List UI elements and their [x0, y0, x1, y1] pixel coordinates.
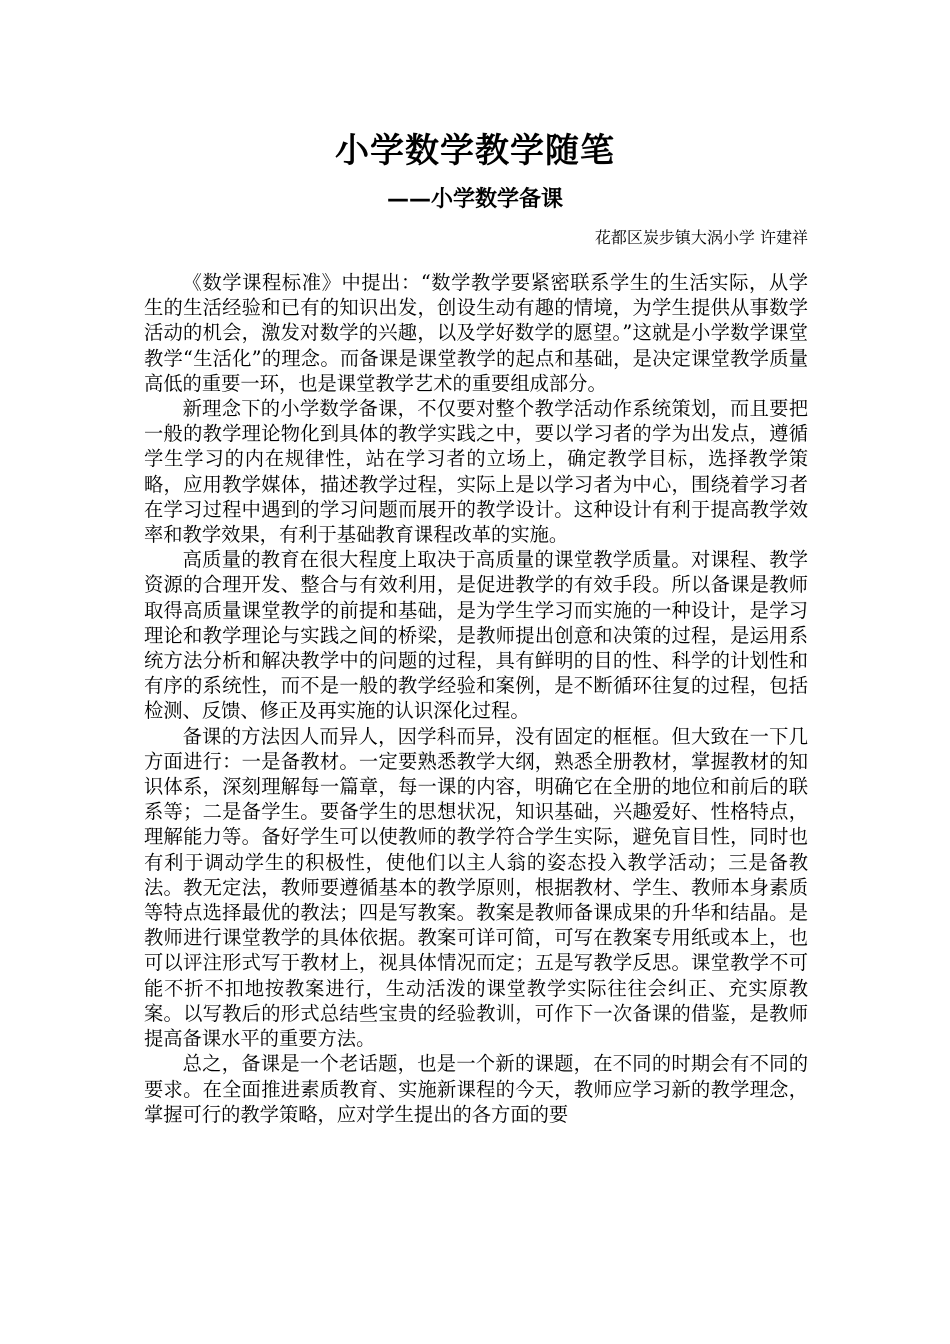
document-subtitle: ——小学数学备课	[386, 187, 563, 212]
document-body	[144, 270, 808, 1127]
paragraph: 高质量的教育在很大程度上取决于高质量的课堂教学质量。对课程、教学资源的合理开发、整合与有效利用，是促进教学的有效手段。所以备课是教师取得高质量课堂教学的前提和基础，是为学生学习而实施的一种设计，是学习理论和教学理论与实践之间的桥梁，是教师提出创意和决策的过程，是运用系统方法分析和解决教学中的问题的过程，具有鲜明的目的性、科学的计划性和有序的系统性，而不是一般的教学经验和案例，是不断循环往复的过程，包括检测、反馈、修正及再实施的认识深化过程。	[144, 548, 808, 723]
paragraph: 《数学课程标准》中提出：“数学教学要紧密联系学生的生活实际，从学生的生活经验和已有的知识出发，创设生动有趣的情境，为学生提供从事数学活动的机会，激发对数学的兴趣，以及学好数学的愿望。”这就是小学数学课堂教学“生活化”的理念。而备课是课堂教学的起点和基础，是决定课堂教学质量高低的重要一环，也是课堂教学艺术的重要组成部分。	[144, 271, 808, 395]
document-title: 小学数学教学随笔	[335, 131, 615, 171]
author-line: 花都区炭步镇大涡小学 许建祥	[594, 228, 808, 247]
paragraph: 总之，备课是一个老话题，也是一个新的课题，在不同的时期会有不同的要求。在全面推进素质教育、实施新课程的今天，教师应学习新的教学理念，掌握可行的教学策略，应对学生提出的各方面的要	[144, 1052, 808, 1126]
paragraph: 新理念下的小学数学备课，不仅要对整个教学活动作系统策划，而且要把一般的教学理论物化到具体的教学实践之中，要以学习者的学为出发点，遵循学生学习的内在规律性，站在学习者的立场上，确定教学目标，选择教学策略，应用教学媒体，描述教学过程，实际上是以学习者为中心，围绕着学习者在学习过程中遇到的学习问题而展开的教学设计。这种设计有利于提高教学效率和教学效果，有利于基础教育课程改革的实施。	[144, 397, 808, 547]
paragraph: 备课的方法因人而异人，因学科而异，没有固定的框框。但大致在一下几方面进行：一是备教材。一定要熟悉教学大纲，熟悉全册教材，掌握教材的知识体系，深刻理解每一篇章，每一课的内容，明确它在全册的地位和前后的联系等；二是备学生。要备学生的思想状况，知识基础，兴趣爱好、性格特点，理解能力等。备好学生可以使教师的教学符合学生实际，避免盲目性，同时也有利于调动学生的积极性，使他们以主人翁的姿态投入教学活动；三是备教法。教无定法，教师要遵循基本的教学原则，根据教材、学生、教师本身素质等特点选择最优的教法；四是写教案。教案是教师备课成果的升华和结晶。是教师进行课堂教学的具体依据。教案可详可简，可写在教案专用纸或本上，也可以评注形式写于教材上，视具体情况而定；五是写教学反思。课堂教学不可能不折不扣地按教案进行，生动活泼的课堂教学实际往往会纠正、充实原教案。以写教后的形式总结些宝贵的经验教训，可作下一次备课的借鉴，是教师提高备课水平的重要方法。	[144, 724, 808, 1051]
